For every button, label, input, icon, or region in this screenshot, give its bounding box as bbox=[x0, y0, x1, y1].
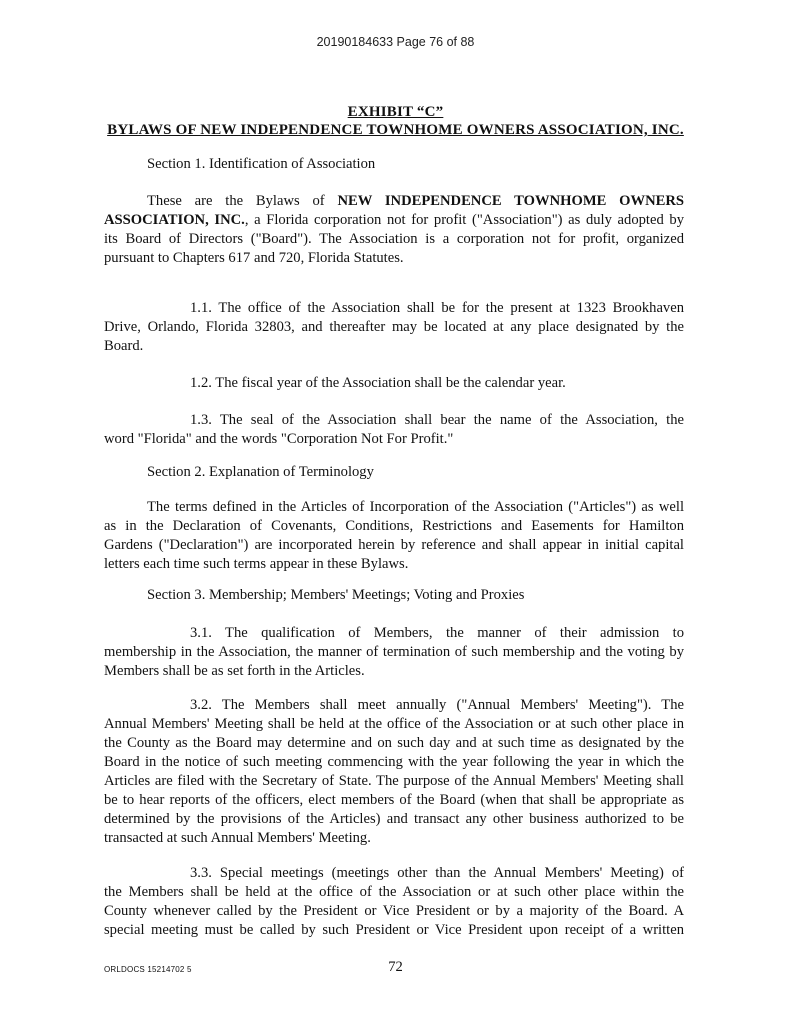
section-2-line-1: The terms defined in the Articles of Incorporation of the Association ("Articles") as well bbox=[147, 499, 684, 515]
para-3-2-line-8: transacted at such Annual Members' Meeting. bbox=[104, 830, 371, 846]
para-3-2-line-1: 3.2. The Members shall meet annually ("Annual Members' Meeting"). The bbox=[190, 697, 684, 713]
section-2-heading: Section 2. Explanation of Terminology bbox=[147, 464, 374, 480]
document-title: BYLAWS OF NEW INDEPENDENCE TOWNHOME OWNERS ASSOCIATION, INC. bbox=[107, 122, 684, 138]
section-2-line-4: letters each time such terms appear in these Bylaws. bbox=[104, 556, 409, 572]
para-3-1-line-1: 3.1. The qualification of Members, the manner of their admission to bbox=[190, 625, 684, 641]
para-3-3-line-1: 3.3. Special meetings (meetings other than the Annual Members' Meeting) of bbox=[190, 865, 684, 881]
para-1-1-line-3: Board. bbox=[104, 338, 144, 354]
section-1-para-line-1: These are the Bylaws of NEW INDEPENDENCE TOWNHOME OWNERS bbox=[147, 193, 685, 209]
footer-page-number: 72 bbox=[388, 959, 403, 975]
para-3-2-line-3: the County as the Board may determine and on such day and at such time as designated by the bbox=[104, 735, 684, 751]
section-1-para-line-2: ASSOCIATION, INC., a Florida corporation not for profit ("Association") as duly adopted by bbox=[104, 212, 684, 228]
section-2-line-3: Gardens ("Declaration") are incorporated herein by reference and shall appear in initial capital bbox=[104, 537, 684, 553]
para-3-1-line-2: membership in the Association, the manner of termination of such membership and the voting by bbox=[104, 644, 684, 660]
para-3-1-line-3: Members shall be as set forth in the Articles. bbox=[104, 663, 365, 679]
para-1-2: 1.2. The fiscal year of the Association shall be the calendar year. bbox=[190, 375, 566, 391]
section-1-heading: Section 1. Identification of Association bbox=[147, 156, 376, 172]
exhibit-label: EXHIBIT “C” bbox=[347, 104, 444, 120]
section-1-para-line-4: pursuant to Chapters 617 and 720, Florida Statutes. bbox=[104, 250, 404, 266]
para-3-3-line-2: the Members shall be held at the office of the Association or at such other place within the bbox=[104, 884, 684, 900]
para-1-3-line-1: 1.3. The seal of the Association shall bear the name of the Association, the bbox=[190, 412, 684, 428]
para-1-3-line-2: word "Florida" and the words "Corporation Not For Profit." bbox=[104, 431, 454, 447]
para-3-3-line-4: special meeting must be called by such President or Vice President upon receipt of a written bbox=[104, 922, 684, 938]
recording-header: 20190184633 Page 76 of 88 bbox=[316, 35, 475, 49]
para-3-2-line-2: Annual Members' Meeting shall be held at the office of the Association or at such other place in bbox=[104, 716, 684, 732]
para-3-2-line-4: Board in the notice of such meeting commencing with the year following the year in which the bbox=[104, 754, 684, 770]
footer-doc-id: ORLDOCS 15214702 5 bbox=[104, 965, 192, 974]
para-1-1-line-1: 1.1. The office of the Association shall be for the present at 1323 Brookhaven bbox=[190, 300, 684, 316]
section-3-heading: Section 3. Membership; Members' Meetings; Voting and Proxies bbox=[147, 587, 525, 603]
para-3-2-line-7: determined by the provisions of the Articles) and transact any other business authorized to be bbox=[104, 811, 684, 827]
section-2-line-2: as in the Declaration of Covenants, Conditions, Restrictions and Easements for Hamilton bbox=[104, 518, 684, 534]
section-1-para-line-3: its Board of Directors ("Board"). The Association is a corporation not for profit, organized bbox=[104, 231, 684, 247]
para-3-2-line-5: Articles are filed with the Secretary of State. The purpose of the Annual Members' Meeting shall bbox=[104, 773, 684, 789]
para-3-2-line-6: be to hear reports of the officers, elect members of the Board (when that shall be appropriate as bbox=[104, 792, 684, 808]
para-1-1-line-2: Drive, Orlando, Florida 32803, and thereafter may be located at any place designated by the bbox=[104, 319, 684, 335]
para-3-3-line-3: County whenever called by the President or Vice President or by a majority of the Board. A bbox=[104, 903, 684, 919]
